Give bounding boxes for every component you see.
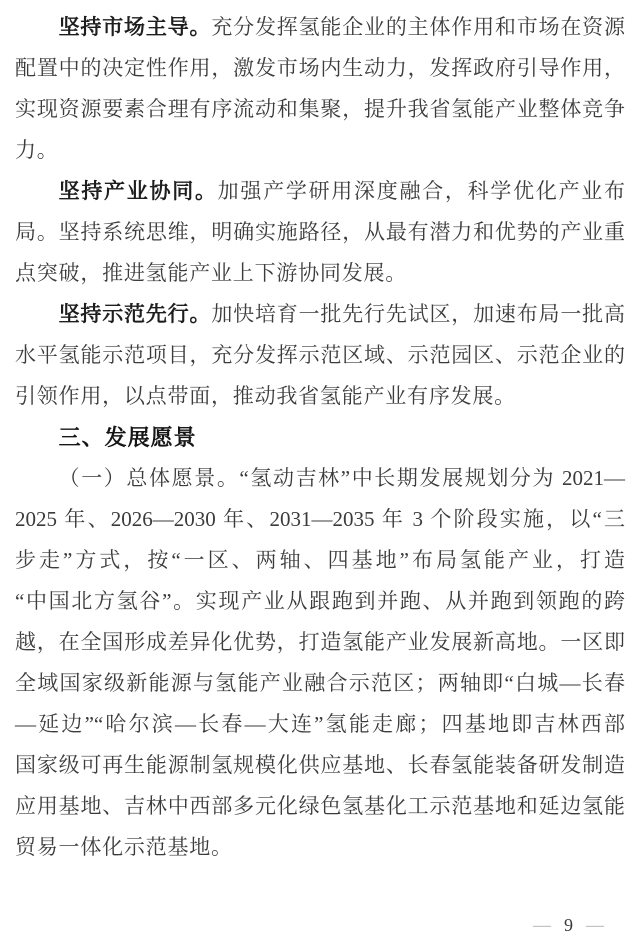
text-line bbox=[15, 458, 625, 499]
footer-dash-left: — bbox=[533, 917, 551, 933]
text-line bbox=[15, 212, 625, 253]
body-text: 国家级可再生能源制氢规模化供应基地、长春氢能装备研发制造 bbox=[15, 753, 625, 777]
text-line bbox=[15, 171, 625, 212]
bold-lead-text: 三、发展愿景 bbox=[58, 425, 197, 450]
text-line bbox=[15, 335, 625, 376]
body-text: 实现资源要素合理有序流动和集聚，提升我省氢能产业整体竞争 bbox=[15, 97, 625, 121]
body-text: 配置中的决定性作用，激发市场内生动力，发挥政府引导作用， bbox=[15, 56, 625, 80]
text-line bbox=[15, 827, 625, 868]
document-body bbox=[15, 7, 625, 868]
bold-lead-text: 坚持市场主导。 bbox=[58, 15, 212, 39]
text-line bbox=[15, 89, 625, 130]
body-text: 应用基地、吉林中西部多元化绿色氢基化工示范基地和延边氢能 bbox=[15, 794, 625, 818]
text-line bbox=[15, 745, 625, 786]
text-line bbox=[15, 786, 625, 827]
text-line bbox=[15, 663, 625, 704]
body-text: 步走”方式，按“一区、两轴、四基地”布局氢能产业，打造 bbox=[15, 548, 625, 572]
section-heading bbox=[15, 417, 625, 458]
page-footer bbox=[533, 914, 604, 936]
body-text: 2025 年、2026—2030 年、2031—2035 年 3 个阶段实施，以“三 bbox=[15, 507, 625, 531]
text-line bbox=[15, 48, 625, 89]
body-text: 局。坚持系统思维，明确实施路径，从最有潜力和优势的产业重 bbox=[15, 220, 625, 244]
body-text: 贸易一体化示范基地。 bbox=[15, 835, 233, 859]
bold-lead-text: 坚持产业协同。 bbox=[58, 179, 218, 203]
body-text: 力。 bbox=[15, 138, 59, 162]
body-text: 加快培育一批先行先试区，加速布局一批高 bbox=[211, 302, 626, 326]
text-line bbox=[15, 499, 625, 540]
body-text: 水平氢能示范项目，充分发挥示范区域、示范园区、示范企业的 bbox=[15, 343, 625, 367]
page-number: 9 bbox=[564, 915, 573, 935]
body-text: 引领作用，以点带面，推动我省氢能产业有序发展。 bbox=[15, 384, 516, 408]
text-line bbox=[15, 294, 625, 335]
body-text: 全域国家级新能源与氢能产业融合示范区；两轴即“白城—长春 bbox=[15, 671, 625, 695]
body-text: 充分发挥氢能企业的主体作用和市场在资源 bbox=[211, 15, 626, 39]
body-text: 点突破，推进氢能产业上下游协同发展。 bbox=[15, 261, 408, 285]
body-text: “中国北方氢谷”。实现产业从跟跑到并跑、从并跑到领跑的跨 bbox=[15, 589, 625, 613]
text-line bbox=[15, 704, 625, 745]
body-text: （一）总体愿景。“氢动吉林”中长期发展规划分为 2021— bbox=[58, 466, 625, 490]
text-line bbox=[15, 581, 625, 622]
footer-dash-right: — bbox=[586, 917, 604, 933]
text-line bbox=[15, 130, 625, 171]
text-line bbox=[15, 622, 625, 663]
text-line bbox=[15, 540, 625, 581]
bold-lead-text: 坚持示范先行。 bbox=[58, 302, 212, 326]
body-text: 越，在全国形成差异化优势，打造氢能产业发展新高地。一区即 bbox=[15, 630, 625, 654]
text-line bbox=[15, 7, 625, 48]
text-line bbox=[15, 253, 625, 294]
body-text: —延边”“哈尔滨—长春—大连”氢能走廊；四基地即吉林西部 bbox=[15, 712, 625, 736]
text-line bbox=[15, 376, 625, 417]
body-text: 加强产学研用深度融合，科学优化产业布 bbox=[217, 179, 625, 203]
